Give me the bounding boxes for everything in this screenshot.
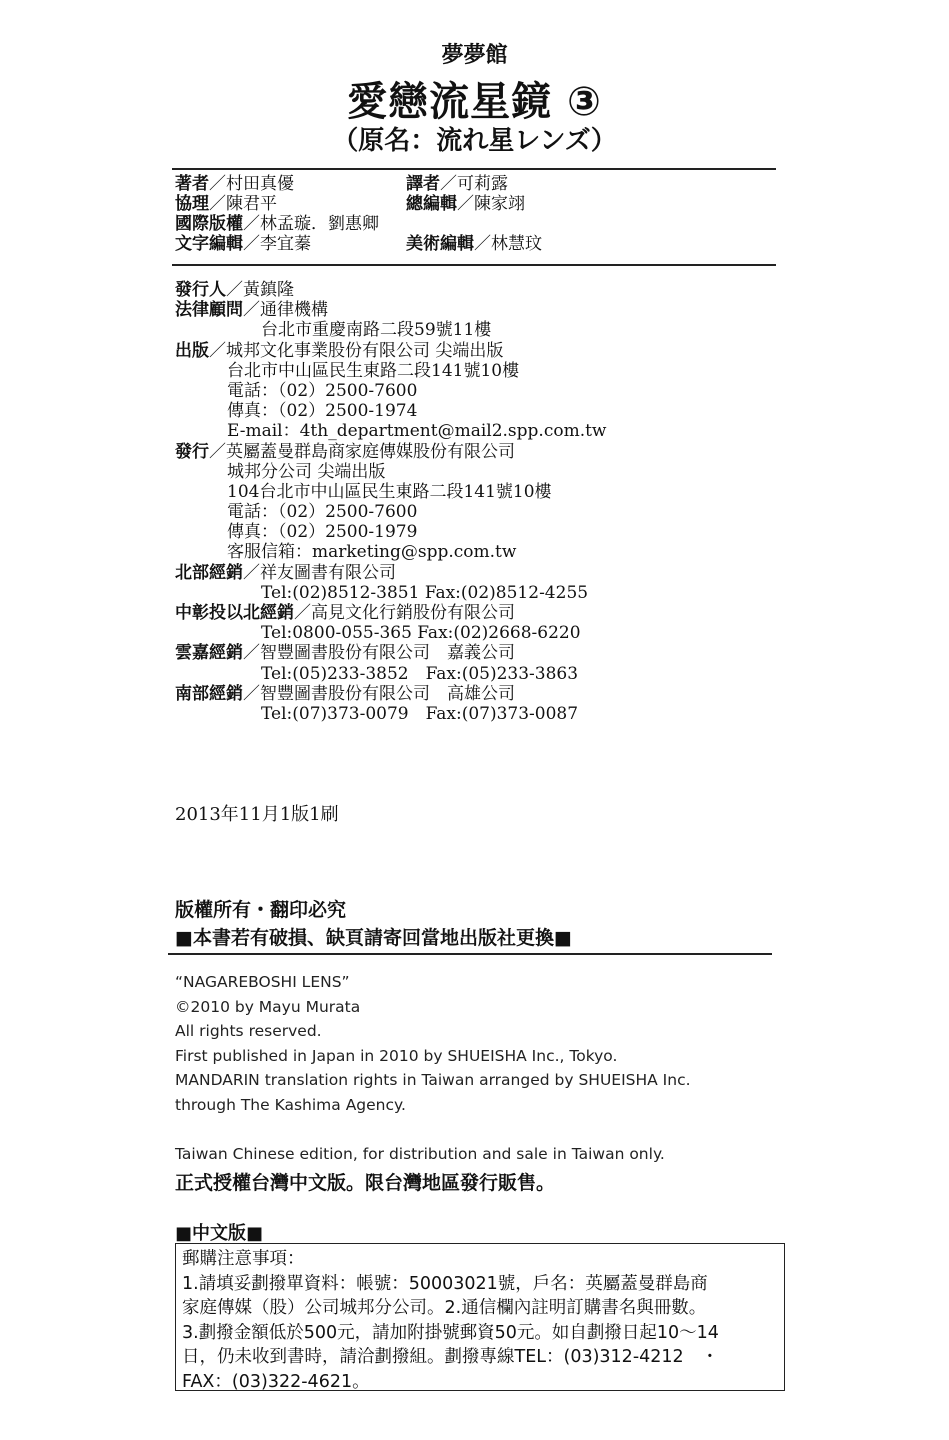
yunjia-dist-row: 雲嘉經銷／智豐圖書股份有限公司 嘉義公司 [175, 643, 515, 664]
credit-translator-label: 譯者 [406, 174, 440, 194]
credit-art-editor-label: 美術編輯 [406, 234, 474, 254]
yunjia-dist-label: 雲嘉經銷 [175, 643, 243, 664]
chinese-edition-label: ■中文版■ [175, 1223, 264, 1244]
issuer-value: 黃鎮隆 [243, 280, 294, 300]
credit-intl-rights: 國際版權／林孟璇．劉惠卿 [175, 214, 379, 234]
credit-author-label: 著者 [175, 174, 209, 194]
distributor-branch: 城邦分公司 尖端出版 [227, 461, 386, 482]
distributor-service: 客服信箱：marketing@spp.com.tw [227, 542, 517, 563]
north-dist-row: 北部經銷／祥友圖書有限公司 [175, 562, 396, 583]
english-line-1: “NAGAREBOSHI LENS” [175, 973, 350, 991]
south-dist-row: 南部經銷／智豐圖書股份有限公司 高雄公司 [175, 683, 515, 704]
distributor-fax: 傳真：（02）2500-1979 [227, 522, 418, 543]
distributor-address: 104台北市中山區民生東路二段141號10樓 [227, 481, 552, 502]
mail-order-heading: 郵購注意事項： [182, 1249, 305, 1269]
publisher-label: 出版 [175, 340, 209, 361]
central-dist-row: 中彰投以北經銷／高見文化行銷股份有限公司 [175, 603, 515, 623]
authorization-notice: 正式授權台灣中文版。限台灣地區發行販售。 [175, 1172, 556, 1194]
credit-text-editor: 文字編輯／李宜蓁 [175, 234, 311, 254]
english-line-4: First published in Japan in 2010 by SHUEISHA Inc., Tokyo. [175, 1046, 618, 1065]
credits-divider [172, 264, 776, 266]
credit-text-editor-label: 文字編輯 [175, 234, 243, 254]
south-dist-label: 南部經銷 [175, 683, 243, 704]
issuer-row: 發行人／黃鎮隆 [175, 280, 294, 300]
publisher-phone: 電話：（02）2500-7600 [227, 380, 418, 401]
legal-value: 通律機構 [260, 300, 328, 321]
credit-translator-value: 可莉露 [457, 174, 508, 194]
south-dist-contact: Tel:(07)373-0079 Fax:(07)373-0087 [261, 703, 579, 724]
south-dist-value: 智豐圖書股份有限公司 高雄公司 [260, 683, 515, 704]
central-dist-value: 高見文化行銷股份有限公司 [311, 603, 515, 623]
credit-intl-rights-value: 林孟璇．劉惠卿 [260, 214, 379, 234]
rights-notice [175, 896, 572, 952]
publishing-info [175, 280, 606, 724]
publisher-email: E-mail：4th_department@mail2.spp.com.tw [227, 421, 607, 442]
north-dist-value: 祥友圖書有限公司 [260, 562, 396, 583]
credit-chief-editor: 總編輯／陳家翊 [406, 194, 525, 214]
publisher-fax: 傳真：（02）2500-1974 [227, 401, 418, 422]
print-date: 2013年11月1版1刷 [175, 804, 339, 825]
rights-divider [168, 953, 772, 955]
credit-translator: 譯者／可莉露 [406, 174, 508, 194]
distributor-phone: 電話：（02）2500-7600 [227, 502, 418, 523]
credit-text-editor-value: 李宜蓁 [260, 234, 311, 254]
credit-chief-editor-value: 陳家翊 [474, 194, 525, 214]
central-dist-contact: Tel:0800-055-365 Fax:(02)2668-6220 [261, 623, 581, 644]
mail-order-line-4: 日，仍未收到書時，請洽劃撥組。劃撥專線TEL：(03)312-4212 ・ [182, 1347, 719, 1367]
credit-assistant: 協理／陳君平 [175, 194, 277, 214]
imprint-label: 夢夢館 [441, 43, 508, 68]
top-divider [172, 168, 776, 170]
mail-order-line-1: 1.請填妥劃撥單資料：帳號：50003021號，戶名：英屬蓋曼群島商 [182, 1273, 708, 1294]
mail-order-line-2: 家庭傳媒（股）公司城邦分公司。2.通信欄內註明訂購書名與冊數。 [182, 1298, 707, 1318]
yunjia-dist-value: 智豐圖書股份有限公司 嘉義公司 [260, 643, 515, 664]
english-line-5: MANDARIN translation rights in Taiwan arranged by SHUEISHA Inc. [175, 1071, 691, 1089]
credit-assistant-value: 陳君平 [226, 194, 277, 214]
publisher-row: 出版／城邦文化事業股份有限公司 尖端出版 [175, 340, 504, 361]
book-title: 愛戀流星鏡 ③ [347, 79, 602, 125]
distributor-label: 發行 [175, 441, 209, 462]
english-line-7: Taiwan Chinese edition, for distribution and sale in Taiwan only. [175, 1144, 665, 1163]
credit-art-editor: 美術編輯／林慧玟 [406, 234, 542, 254]
distributor-row: 發行／英屬蓋曼群島商家庭傳媒股份有限公司 [175, 441, 515, 462]
rights-line-1: 版權所有・翻印必究 [175, 899, 347, 921]
legal-label: 法律顧問 [175, 300, 243, 321]
north-dist-contact: Tel:(02)8512-3851 Fax:(02)8512-4255 [261, 582, 589, 603]
mail-order-box [175, 1243, 785, 1391]
credit-author-value: 村田真優 [226, 174, 294, 194]
credit-art-editor-value: 林慧玟 [491, 234, 542, 254]
legal-row: 法律顧問／通律機構 [175, 300, 328, 321]
credit-chief-editor-label: 總編輯 [406, 194, 457, 214]
english-spacer [175, 1117, 691, 1142]
english-line-3: All rights reserved. [175, 1022, 322, 1040]
north-dist-label: 北部經銷 [175, 562, 243, 583]
english-line-2: ©2010 by Mayu Murata [175, 997, 361, 1016]
credit-assistant-label: 協理 [175, 194, 209, 214]
english-copyright [175, 970, 691, 1166]
central-dist-label: 中彰投以北經銷 [175, 603, 294, 623]
publisher-address: 台北市中山區民生東路二段141號10樓 [227, 360, 520, 381]
rights-line-2: ■本書若有破損、缺頁請寄回當地出版社更換■ [175, 927, 572, 949]
mail-order-line-5: FAX：(03)322-4621。 [182, 1371, 370, 1392]
distributor-value: 英屬蓋曼群島商家庭傳媒股份有限公司 [226, 441, 515, 462]
legal-address: 台北市重慶南路二段59號11樓 [261, 320, 492, 341]
mail-order-line-3: 3.劃撥金額低於500元，請加附掛號郵資50元。如自劃撥日起10～14 [182, 1322, 719, 1343]
issuer-label: 發行人 [175, 280, 226, 300]
credit-intl-rights-label: 國際版權 [175, 214, 243, 234]
original-title: （原名：流れ星レンズ） [332, 126, 617, 156]
english-line-6: through The Kashima Agency. [175, 1095, 406, 1114]
credit-author: 著者／村田真優 [175, 174, 294, 194]
yunjia-dist-contact: Tel:(05)233-3852 Fax:(05)233-3863 [261, 663, 579, 684]
publisher-value: 城邦文化事業股份有限公司 尖端出版 [226, 340, 504, 361]
